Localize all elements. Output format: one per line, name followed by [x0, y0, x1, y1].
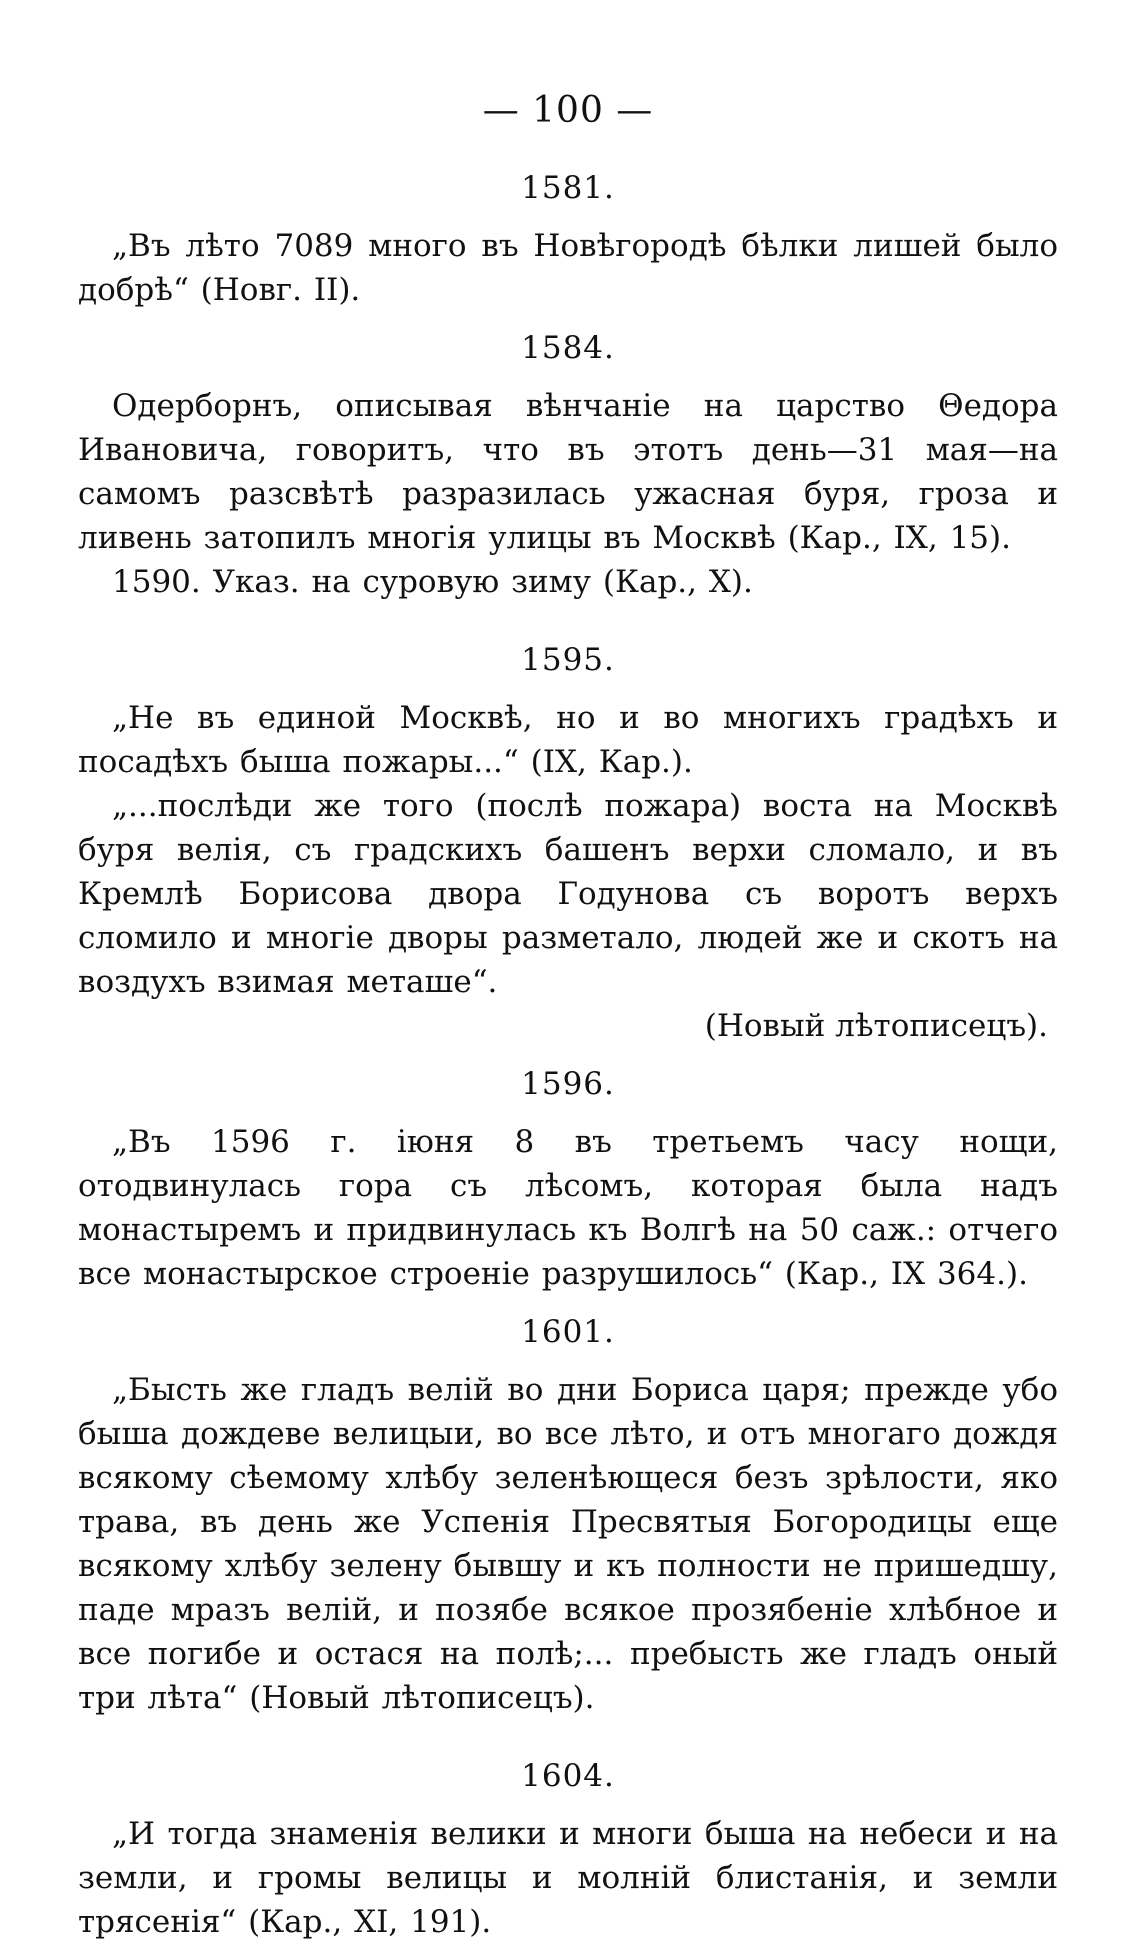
paragraph-1581: „Въ лѣто 7089 много въ Новѣгородѣ бѣлки лишей было добрѣ“ (Новг. II).: [78, 228, 1058, 308]
year-heading-1596: 1596.: [521, 1066, 615, 1102]
year-heading-1604: 1604.: [521, 1758, 615, 1794]
year-heading-1581: 1581.: [521, 170, 615, 206]
paragraph-1596: „Въ 1596 г. іюня 8 въ третьемъ часу нощи, отодвинулась гора съ лѣсомъ, которая была надъ монастыремъ и придвинулась къ Волгѣ на 50 саж.: отчего все монастырское строеніе разрушилось“ (Кар., IX 364.).: [78, 1124, 1058, 1292]
book-page: [78, 86, 1058, 1944]
section-1581: [78, 166, 1058, 312]
section-1584: [78, 326, 1058, 604]
paragraph-1590: 1590. Указ. на суровую зиму (Кар., X).: [112, 564, 753, 600]
page-number: — 100 —: [482, 90, 654, 131]
paragraph-1584: Одерборнъ, описывая вѣнчаніе на царство Θедора Ивановича, говоритъ, что въ этотъ день—31 мая—на самомъ разсвѣтѣ разразилась ужасная буря, гроза и ливень затопилъ многія улицы въ Москвѣ (Кар., IX, 15).: [78, 388, 1058, 556]
year-heading-1595: 1595.: [521, 642, 615, 678]
section-1601: [78, 1310, 1058, 1720]
paragraph-1595-a: „Не въ единой Москвѣ, но и во многихъ градѣхъ и посадѣхъ быша пожары...“ (IX, Кар.).: [78, 700, 1058, 780]
section-1596: [78, 1062, 1058, 1296]
paragraph-1601: „Бысть же гладъ велій во дни Бориса царя; прежде убо быша дождеве велицыи, во все лѣто, и отъ многаго дождя всякому сѣемому хлѣбу зеленѣющеся безъ зрѣлости, яко трава, въ день же Успенія Пресвятыя Богородицы еще всякому хлѣбу зелену бывшу и къ полности не пришедшу, паде мразъ велій, и позябе всякое прозябеніе хлѣбное и все погибе и остася на полѣ;... пребысть же гладъ оный три лѣта“ (Новый лѣтописецъ).: [78, 1372, 1058, 1716]
year-heading-1584: 1584.: [521, 330, 615, 366]
section-1604: [78, 1754, 1058, 1944]
year-heading-1601: 1601.: [521, 1314, 615, 1350]
section-1595: [78, 638, 1058, 1048]
paragraph-1595-b: „...послѣди же того (послѣ пожара) воста на Москвѣ буря велія, съ градскихъ башенъ верхи сломало, и въ Кремлѣ Борисова двора Годунова съ воротъ верхъ сломило и многіе дворы разметало, людей же и скотъ на воздухъ взимая меташе“.: [78, 788, 1058, 1000]
source-citation-1595: (Новый лѣтописецъ).: [704, 1008, 1048, 1044]
paragraph-1604: „И тогда знаменія велики и многи быша на небеси и на земли, и громы велицы и молній блистанія, и земли трясенія“ (Кар., XI, 191).: [78, 1816, 1058, 1940]
